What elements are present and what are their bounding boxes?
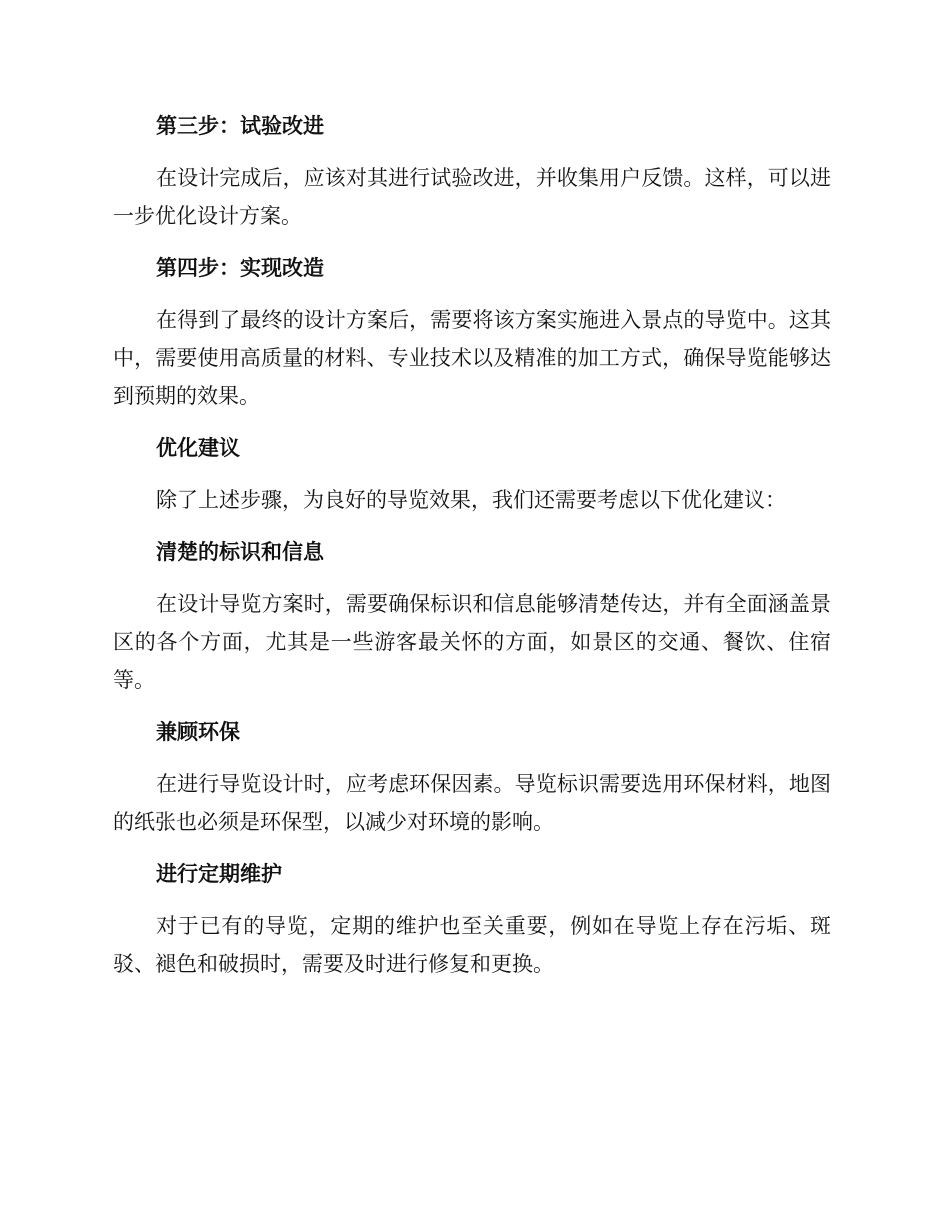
section-heading-eco-friendly: 兼顾环保 <box>156 720 240 744</box>
section-paragraph-eco-friendly: 在进行导览设计时，应考虑环保因素。导览标识需要选用环保材料，地图的纸张也必须是环保型，以减少对环境的影响。 <box>113 772 831 834</box>
section-paragraph-maintenance: 对于已有的导览，定期的维护也至关重要，例如在导览上存在污垢、斑驳、褪色和破损时，需要及时进行修复和更换。 <box>113 914 831 976</box>
section-heading-optimization: 优化建议 <box>156 436 240 460</box>
section-heading-clear-signage: 清楚的标识和信息 <box>156 540 324 564</box>
section-heading-step-four: 第四步：实现改造 <box>156 256 324 280</box>
section-paragraph-step-four: 在得到了最终的设计方案后，需要将该方案实施进入景点的导览中。这其中，需要使用高质量的材料、专业技术以及精准的加工方式，确保导览能够达到预期的效果。 <box>113 308 831 408</box>
section-paragraph-clear-signage: 在设计导览方案时，需要确保标识和信息能够清楚传达，并有全面涵盖景区的各个方面，尤其是一些游客最关怀的方面，如景区的交通、餐饮、住宿等。 <box>113 592 831 692</box>
document-body <box>113 106 831 996</box>
section-heading-maintenance: 进行定期维护 <box>156 862 282 886</box>
section-paragraph-optimization: 除了上述步骤，为良好的导览效果，我们还需要考虑以下优化建议： <box>156 488 786 512</box>
section-heading-step-three: 第三步：试验改进 <box>156 114 324 138</box>
section-paragraph-step-three: 在设计完成后，应该对其进行试验改进，并收集用户反馈。这样，可以进一步优化设计方案。 <box>113 166 831 228</box>
